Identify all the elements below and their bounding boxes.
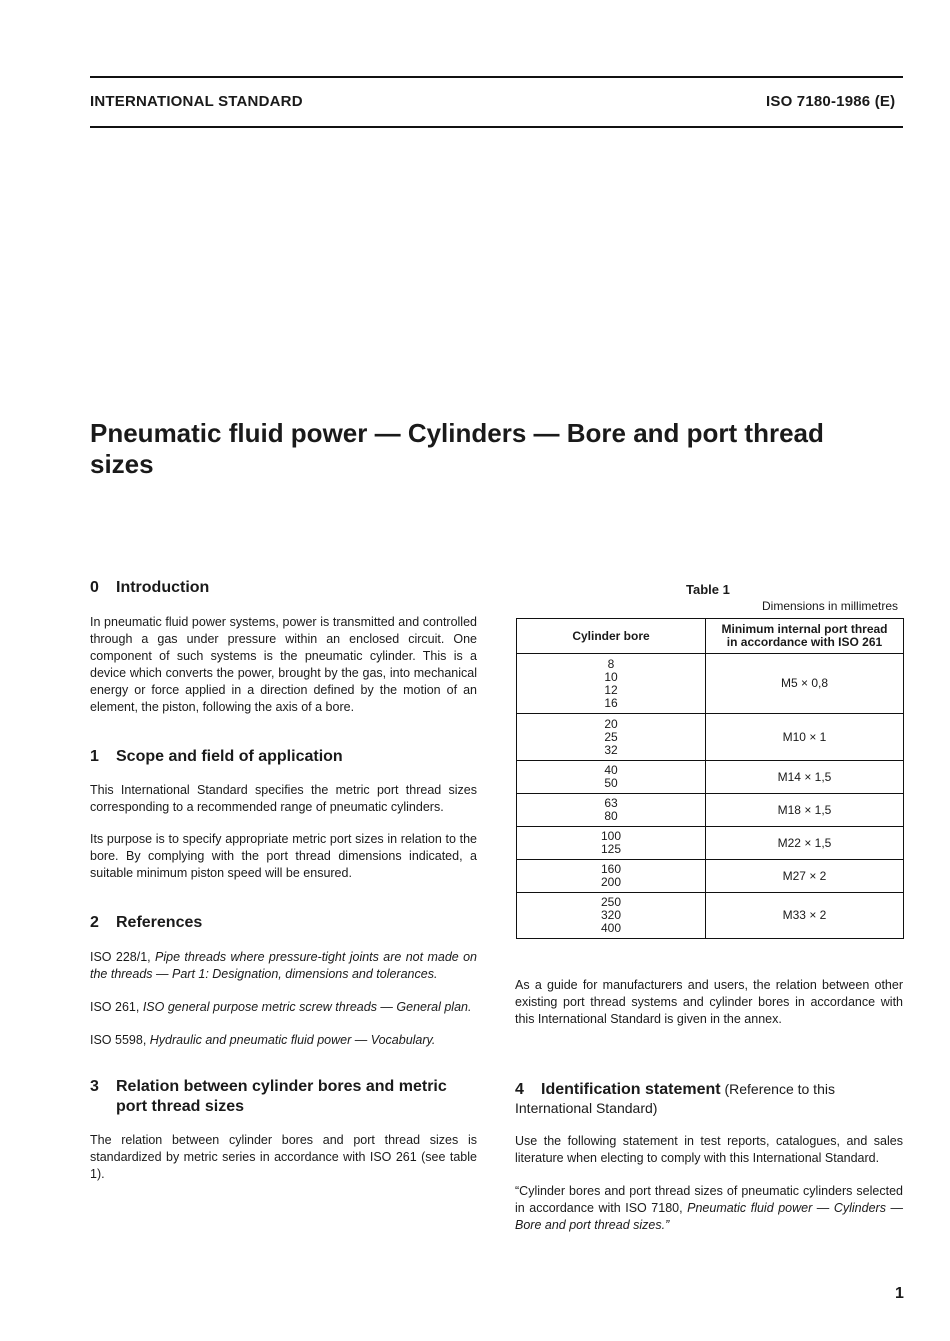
- bore-cell: [517, 893, 706, 939]
- header-rule: [90, 126, 903, 128]
- table-row: [517, 893, 904, 939]
- section-title: Introduction: [116, 579, 210, 596]
- thread-cell: M27 × 2: [706, 860, 904, 893]
- thread-cell: M22 × 1,5: [706, 827, 904, 860]
- bore-cell: [517, 827, 706, 860]
- bore-value: 50: [604, 776, 618, 790]
- section-2-heading: [90, 913, 477, 933]
- bore-cell: [517, 794, 706, 827]
- section-number: 1: [90, 748, 99, 765]
- bore-cell: [517, 860, 706, 893]
- column-header-line: in accordance with ISO 261: [726, 635, 883, 649]
- bore-cell: [517, 761, 706, 794]
- table-row: [517, 860, 904, 893]
- table-title: Table 1: [686, 582, 730, 597]
- table-row: [517, 761, 904, 794]
- identification-paragraph: Use the following statement in test reports, catalogues, and sales literature when electing to comply with this International Standard.: [515, 1134, 903, 1165]
- bore-value: 200: [600, 875, 622, 889]
- section-4-heading: [515, 1080, 903, 1117]
- quote-text: “Cylinder bores and port thread sizes of pneumatic cylinders selected in accordance with ISO 7180,: [515, 1184, 903, 1215]
- section-1-heading: [90, 747, 477, 767]
- table-units: Dimensions in millimetres: [762, 599, 899, 613]
- thread-cell: M18 × 1,5: [706, 794, 904, 827]
- section-number: 2: [90, 914, 99, 931]
- right-column: [515, 977, 903, 1234]
- section-title: Relation between cylinder bores and metric port thread sizes: [116, 1078, 447, 1115]
- left-column: [90, 578, 477, 1183]
- bore-cell: [517, 654, 706, 714]
- thread-cell: M33 × 2: [706, 893, 904, 939]
- section-title: References: [116, 914, 203, 931]
- reference-title: Hydraulic and pneumatic fluid power — Vocabulary.: [149, 1033, 436, 1047]
- top-rule: [90, 76, 903, 78]
- section-0-heading: [90, 578, 477, 598]
- thread-cell: M14 × 1,5: [706, 761, 904, 794]
- bore-value: 25: [604, 729, 618, 744]
- thread-cell: M10 × 1: [706, 714, 904, 761]
- intro-paragraph: In pneumatic fluid power systems, power is transmitted and controlled through a gas under pressure within an enclosed circuit. One component of such systems is the pneumatic cylinder. This is a device which converts the power, brought by the gas, into mechanical energy or force applied in a direction defined by the motion of an element, the piston, following the axis of a bore.: [90, 615, 477, 714]
- relation-paragraph: The relation between cylinder bores and port thread sizes is standardized by metric series in accordance with ISO 261 (see table 1).: [90, 1133, 477, 1181]
- bore-value: 125: [600, 842, 622, 856]
- bore-value: 10: [604, 669, 618, 684]
- bore-value: 160: [600, 862, 622, 876]
- section-number: 4: [515, 1081, 524, 1098]
- header-left: INTERNATIONAL STANDARD: [90, 93, 303, 110]
- section-3-heading: [90, 1077, 477, 1117]
- bore-value: 20: [604, 716, 618, 731]
- bore-cell: [517, 714, 706, 761]
- table-row: [517, 714, 904, 761]
- reference-item: [90, 1032, 477, 1049]
- bore-value: 40: [604, 763, 618, 777]
- reference-code: ISO 5598,: [90, 1033, 147, 1047]
- page-number: 1: [895, 1285, 904, 1302]
- table-row: [517, 654, 904, 714]
- bore-value: 400: [600, 921, 622, 935]
- guide-paragraph: As a guide for manufacturers and users, the relation between other existing port thread systems and cylinder bores in accordance with this International Standard is given in the annex.: [515, 978, 903, 1026]
- section-title: Identification statement: [541, 1081, 721, 1098]
- section-title: Scope and field of application: [116, 748, 343, 765]
- bore-value: 100: [600, 829, 622, 843]
- document-title: Pneumatic fluid power — Cylinders — Bore and port thread sizes: [90, 418, 824, 479]
- reference-code: ISO 261,: [90, 1000, 140, 1014]
- scope-paragraph-2: Its purpose is to specify appropriate metric port sizes in relation to the bore. By complying with the port thread dimensions indicated, a suitable minimum piston speed will be ensured.: [90, 832, 477, 880]
- scope-paragraph-1: This International Standard specifies the metric port thread sizes corresponding to a recommended range of pneumatic cylinders.: [90, 783, 477, 814]
- section-title-suffix: (Reference to this International Standard): [515, 1081, 835, 1116]
- section-number: 3: [90, 1078, 99, 1095]
- table-row: [517, 827, 904, 860]
- table-row: [517, 794, 904, 827]
- section-number: 0: [90, 579, 99, 596]
- identification-quote: [515, 1183, 903, 1234]
- thread-cell: M5 × 0,8: [706, 654, 904, 714]
- column-header-thread: [706, 619, 904, 654]
- reference-item: [90, 999, 477, 1016]
- bore-value: 16: [604, 695, 618, 710]
- column-header-bore: Cylinder bore: [517, 619, 706, 654]
- reference-code: ISO 228/1,: [90, 950, 151, 964]
- reference-title: Pipe threads where pressure-tight joints are not made on the threads — Part 1: Designation, dimensions and tolerances.: [90, 950, 477, 981]
- bore-value: 12: [604, 682, 618, 697]
- header-right: ISO 7180-1986 (E): [766, 93, 896, 110]
- table-header-row: [517, 619, 904, 654]
- bore-value: 63: [604, 796, 618, 810]
- reference-item: [90, 949, 477, 983]
- bore-value: 8: [607, 656, 615, 671]
- column-header-line: Minimum internal port thread: [721, 622, 888, 636]
- bore-thread-table: [516, 618, 904, 939]
- bore-value: 320: [600, 908, 622, 922]
- bore-value: 250: [600, 895, 622, 909]
- reference-title: ISO general purpose metric screw threads — General plan.: [142, 1000, 472, 1014]
- bore-value: 32: [604, 742, 618, 757]
- quote-title: Pneumatic fluid power — Cylinders — Bore and port thread sizes.”: [515, 1201, 903, 1232]
- bore-value: 80: [604, 809, 618, 823]
